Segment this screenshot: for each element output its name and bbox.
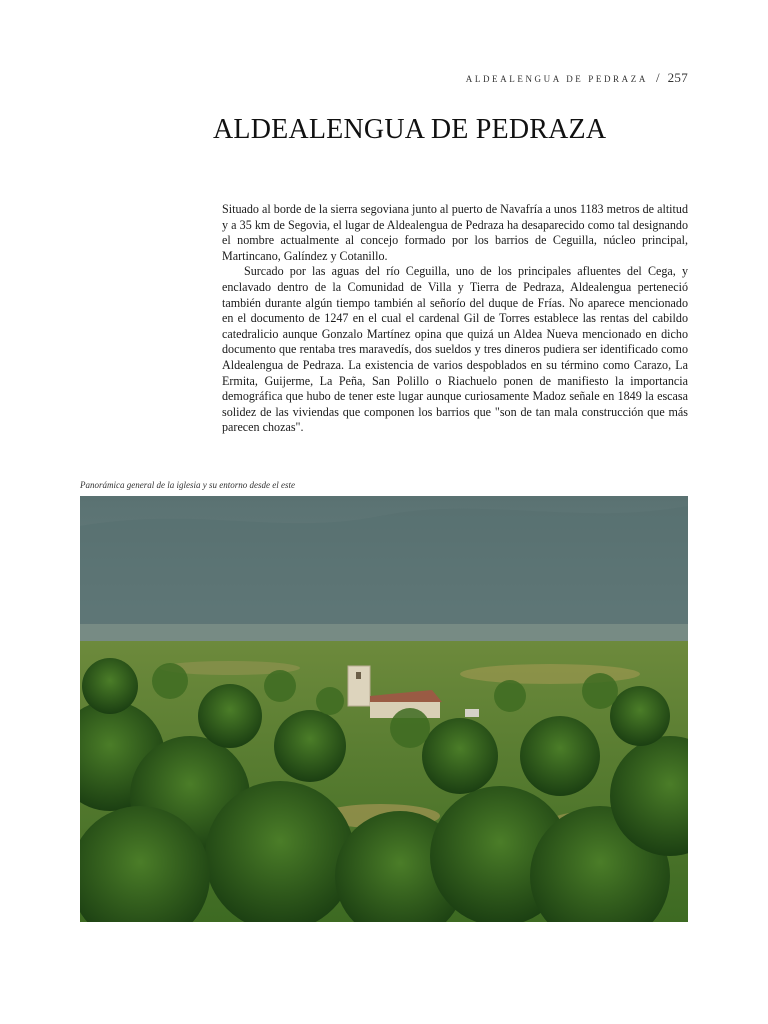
running-separator: / xyxy=(655,70,660,85)
body-text xyxy=(222,202,688,436)
small-building xyxy=(465,709,479,717)
paragraph-1: Situado al borde de la sierra segoviana junto al puerto de Navafría a unos 1183 metros de altitud y a 35 km de Segovia, el lugar de Aldealengua de Pedraza ha desaparecido como tal designando el nombre actualmente al concejo formado por los barrios de Ceguilla, núcleo principal, Martincano, Galíndez y Cotanillo. xyxy=(222,202,688,263)
running-title: ALDEALENGUA DE PEDRAZA xyxy=(465,74,648,84)
church-tower-window xyxy=(356,672,361,679)
landscape-illustration xyxy=(80,496,688,922)
running-header xyxy=(466,70,688,86)
paragraph-2: Surcado por las aguas del río Ceguilla, uno de los principales afluentes del Cega, y enclavado dentro de la Comunidad de Villa y Tierra de Pedraza, Aldealengua perteneció también durante algún tiempo también al señorío del duque de Frías. No aparece mencionado en el documento de 1247 en el cual el cardenal Gil de Torres establece las rentas del cabildo catedralicio aunque Gonzalo Martínez opina que quizá un Aldea Nueva mencionado en dicho documento que rentaba tres maravedís, dos sueldos y tres dineros pudiera ser identificado como Aldealengua de Pedraza. La existencia de varios despoblados en su término como Carazo, La Ermita, Guijerme, La Peña, San Polillo o Riachuelo ponen de manifiesto la importancia demográfica que hubo de tener este lugar aunque curiosamente Madoz señale en 1849 la escasa solidez de las viviendas que componen los barrios que "son de tan mala construcción que más parecen chozas". xyxy=(222,264,688,435)
page-title: ALDEALENGUA DE PEDRAZA xyxy=(213,114,607,145)
photo-caption: Panorámica general de la iglesia y su entorno desde el este xyxy=(80,480,295,490)
landscape-photo xyxy=(80,496,688,922)
page-number: 257 xyxy=(667,70,688,85)
